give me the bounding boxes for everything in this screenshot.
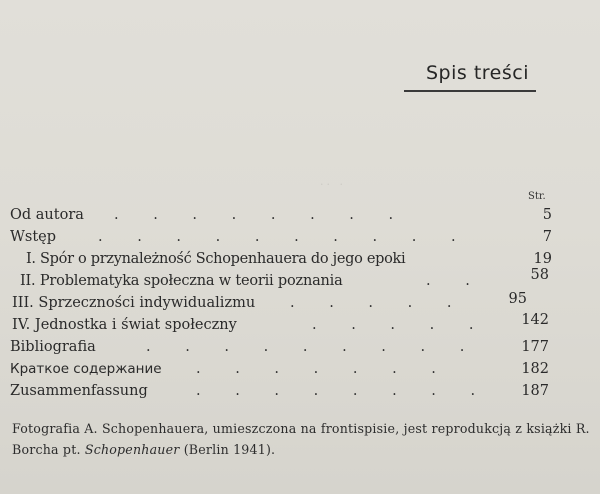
- toc-entry-label: Краткое содержание: [10, 361, 162, 377]
- toc-entry-label: III. Sprzeczności indywidualizmu: [12, 295, 256, 311]
- toc-entry-label: I. Spór o przynależność Schopenhauera do jego epoki: [26, 251, 406, 267]
- toc-entry-leader: . . . . .: [290, 295, 467, 311]
- toc-entry-leader: . . . . .: [312, 317, 489, 333]
- note-book-title: Schopenhauer: [84, 442, 180, 457]
- toc-entry: [0, 336, 600, 358]
- toc-entry: [0, 380, 600, 402]
- toc-entry: [0, 314, 600, 336]
- toc-entry-leader: . . . . . . . .: [114, 207, 409, 223]
- toc-entry-page: 5: [542, 207, 552, 223]
- show-through-text: ·· ·: [320, 178, 346, 191]
- toc-entry-page: 142: [521, 312, 549, 328]
- frontispiece-note: [12, 418, 592, 460]
- toc-entry-page: 187: [521, 383, 549, 399]
- toc-entry-label: Od autora: [10, 207, 84, 223]
- toc-title: Spis treści: [426, 62, 529, 84]
- toc-entry-leader: . . . . . . . .: [196, 383, 491, 399]
- toc-entry-page: 95: [508, 291, 527, 307]
- toc-entry-label: IV. Jednostka i świat społeczny: [12, 317, 237, 333]
- toc-entry-label: II. Problematyka społeczna w teorii poznania: [20, 273, 343, 289]
- toc-entry-leader: . .: [426, 273, 485, 289]
- toc-entry: [0, 204, 600, 226]
- page-column-label: Str.: [528, 191, 546, 202]
- toc-entry-label: Bibliografia: [10, 339, 96, 355]
- toc-entry-page: 182: [521, 361, 549, 377]
- toc-entry: [0, 358, 600, 380]
- toc-entry-label: Zusammenfassung: [10, 383, 148, 399]
- toc-entry-leader: . . . . . . . . . .: [98, 229, 471, 245]
- toc-entry-page: 58: [530, 267, 549, 283]
- toc-entry: [0, 226, 600, 248]
- toc-entry-label: Wstęp: [10, 229, 57, 245]
- toc-entry-leader: . . . . . . . . .: [146, 339, 480, 355]
- toc-entry-page: 7: [542, 229, 552, 245]
- toc-entry-page: 177: [521, 339, 549, 355]
- note-text-before: Fotografia A. Schopenhauera, umieszczona na frontispisie, jest reprodukcją z książki R. Borcha pt.: [12, 421, 590, 457]
- note-text-after: (Berlin 1941).: [179, 442, 276, 457]
- toc-entry-page: 19: [533, 251, 552, 267]
- toc-entry-leader: . . . . . . .: [196, 361, 451, 377]
